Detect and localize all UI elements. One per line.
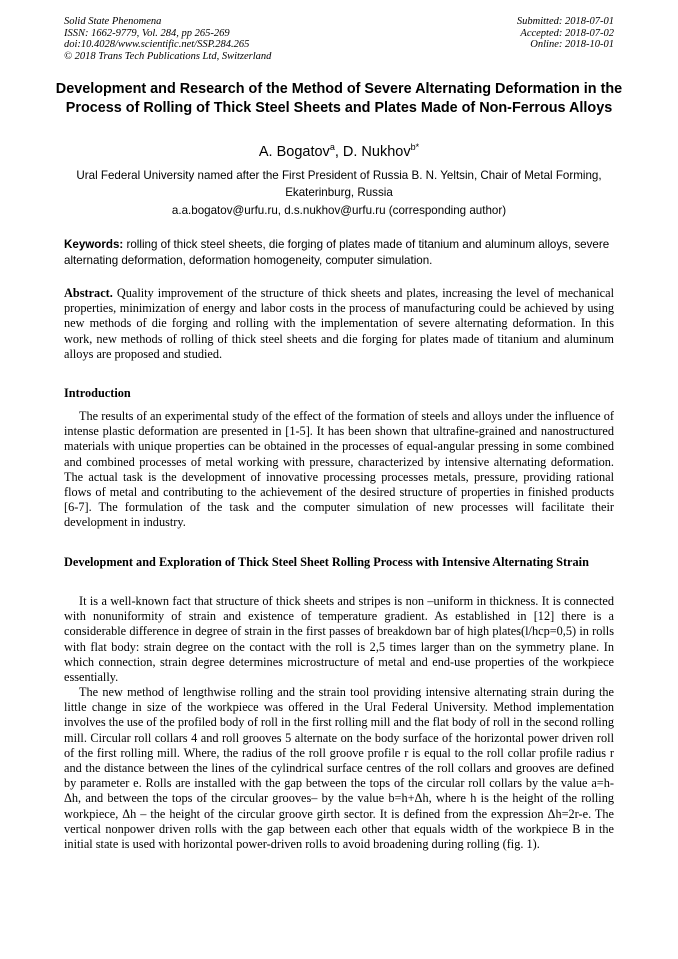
section-heading-development: Development and Exploration of Thick Steel Sheet Rolling Process with Intensive Alternating Strain bbox=[64, 555, 589, 569]
author-affiliation-mark: a bbox=[329, 142, 335, 153]
keywords-text: rolling of thick steel sheets, die forging of plates made of titanium and aluminum alloys, severe alternating deformation, deformation homogeneity, computer simulation. bbox=[64, 238, 610, 267]
abstract-label: Abstract. bbox=[64, 286, 113, 300]
doi-line[interactable]: doi:10.4028/www.scientific.net/SSP.284.265 bbox=[64, 39, 250, 50]
abstract-text: Quality improvement of the structure of thick sheets and plates, increasing the level of mechanical properties, minimization of energy and labor costs in the process of manufacturing could be achieved by using new methods of die forging and rolling with the implementation of severe alternating deformation. In this work, new methods of rolling of thick steel sheets and die forging for plates made of titanium and aluminum alloys are proposed and studied. bbox=[64, 286, 614, 361]
author-emails[interactable]: a.a.bogatov@urfu.ru, d.s.nukhov@urfu.ru (corresponding author) bbox=[171, 204, 507, 217]
copyright-line: © 2018 Trans Tech Publications Ltd, Switzerland bbox=[64, 50, 272, 62]
author-name: D. Nukhov bbox=[342, 144, 411, 160]
section-body-paragraph-2 bbox=[64, 685, 614, 852]
section-body-paragraph-1 bbox=[64, 594, 614, 685]
introduction-body bbox=[64, 409, 614, 531]
abstract bbox=[64, 286, 614, 362]
online-date: Online: 2018-10-01 bbox=[530, 39, 614, 50]
paragraph: The results of an experimental study of the effect of the formation of steels and alloys under the influence of intense plastic deformation are presented in [1-5]. It has been shown that ultrafine-grained and nanostructured materials with unique properties can be obtained in the processes of equal-angular pressing in some combined and combined processes of metal working with pressure, characterized by intensive alternating deformation. The actual task is the development of innovative processing processes metals, pressure, providing rational flows of metal and contributing to the achievement of the desired structure of properties in finished products [6-7]. The formulation of the task and the computer simulation of new processes will facilitate their development in industry. bbox=[64, 409, 614, 530]
author-affiliation-mark: b* bbox=[410, 142, 420, 153]
paragraph: It is a well-known fact that structure of thick sheets and stripes is non –uniform in thickness. It is connected with nonuniformity of strain and existence of temperature gradient. As established in [12] there is a considerable difference in degree of strain in the first passes of breakdown bar of high plates(l/hcp=0,5) in rolls with flat body: strain degree on the contact with the roll is 2,5 times larger than on the symmetry plane. In which connection, strain degree determines microstructure of metal and end-use properties of the workpiece essentially. bbox=[64, 594, 614, 685]
submitted-date: Submitted: 2018-07-01 bbox=[516, 16, 614, 27]
affiliation: Ural Federal University named after the First President of Russia B. N. Yeltsin, Chair of Metal Forming, Ekaterinburg, Russia bbox=[76, 169, 602, 199]
accepted-date: Accepted: 2018-07-02 bbox=[520, 27, 614, 39]
keywords bbox=[64, 237, 614, 268]
issn-line: ISSN: 1662-9779, Vol. 284, pp 265-269 bbox=[64, 27, 230, 39]
submission-dates bbox=[517, 16, 614, 51]
paper-title: Development and Research of the Method of Severe Alternating Deformation in the Process of Rolling of Thick Steel Sheets and Plates Made of Non-Ferrous Alloys bbox=[55, 81, 623, 116]
journal-name: Solid State Phenomena bbox=[64, 16, 162, 27]
keywords-label: Keywords: bbox=[64, 238, 124, 251]
section-heading-introduction: Introduction bbox=[64, 386, 131, 400]
author-separator: , bbox=[334, 144, 343, 160]
paragraph: The new method of lengthwise rolling and the strain tool providing intensive alternating strain during the little change in size of the workpiece was offered in the Ural Federal University. Method implementation involves the use of the profiled body of roll in the first rolling mill and the flat body of roll in the second rolling mill. Circular roll collars 4 and roll grooves 5 alternate on the body surface of the horizontal power driven roll of the first rolling mill. Where, the radius of the roll groove profile r is equal to the roll collar profile radius r and the distance between the lines of the cylindrical surface centres of the roll collars and grooves are defined by parameter e. Rolls are installed with the gap between the tops of the circular roll collars by the value a=h-Δh, and between the tops of the circular grooves– by the value b=h+Δh, where h is the height of the rolling workpiece, Δh – the height of the circular groove girth sector. It is defined from the expression Δh=2r-e. The vertical nonpower driven rolls with the gap between each other that equals width of the workpiece B in the initial state is used with horizontal power-driven rolls to avoid broadening during rolling (fig. 1). bbox=[64, 685, 614, 852]
journal-info bbox=[64, 16, 271, 62]
author-list bbox=[0, 143, 678, 161]
author-name: A. Bogatov bbox=[258, 144, 330, 160]
